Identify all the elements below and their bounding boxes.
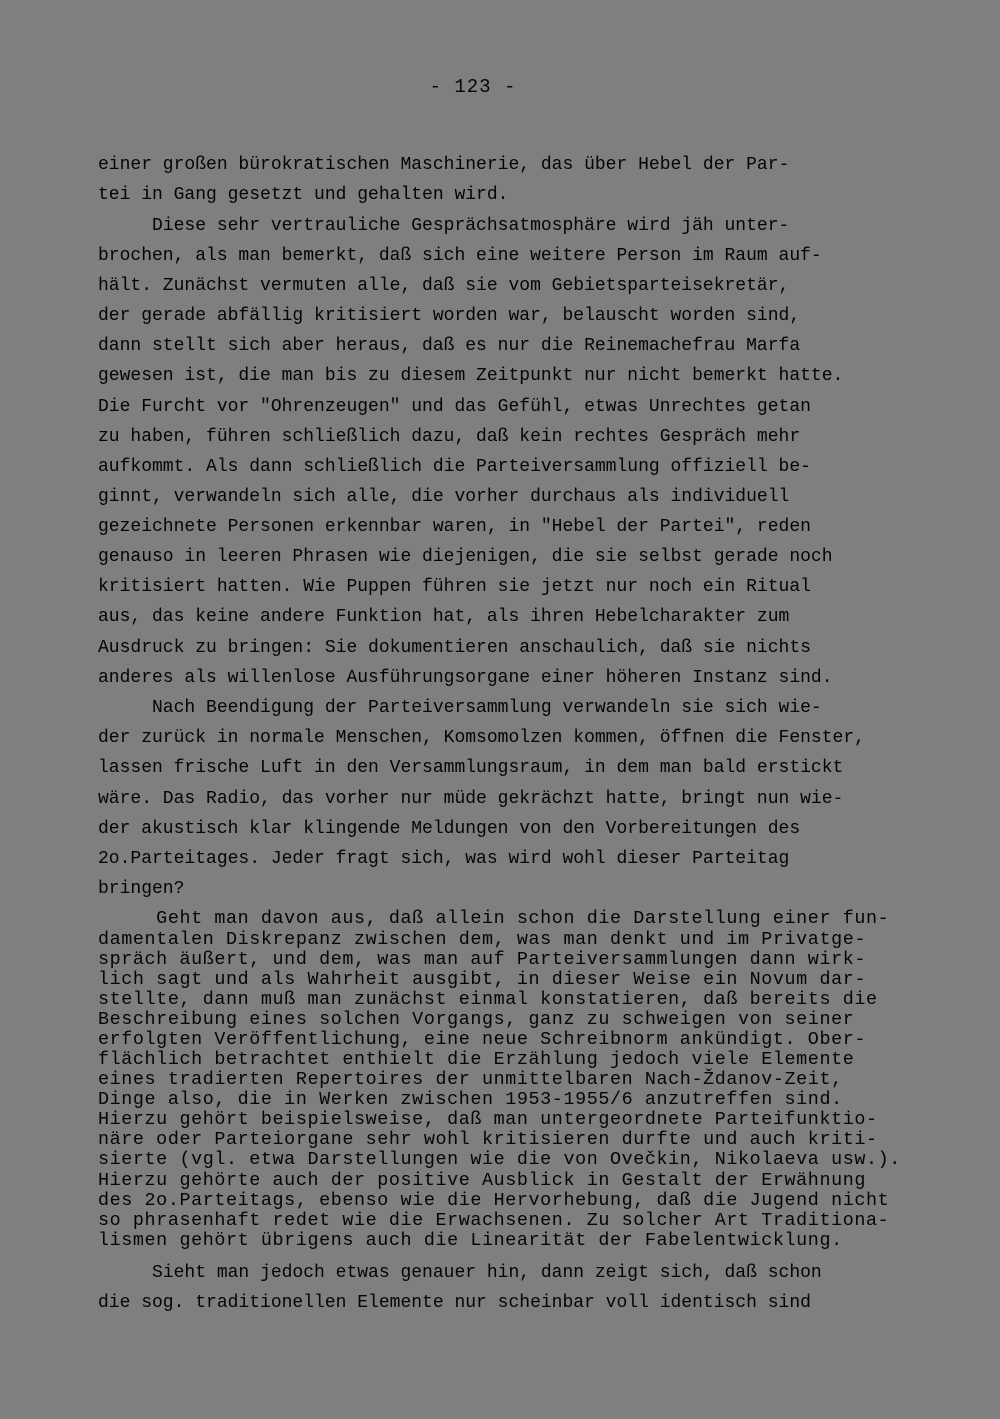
text-line: Hierzu gehörte auch der positive Ausblick in Gestalt der Erwähnung [98, 1170, 866, 1191]
text-line: aus, das keine andere Funktion hat, als ihren Hebelcharakter zum [98, 607, 790, 627]
text-line: Sieht man jedoch etwas genauer hin, dann zeigt sich, daß schon [98, 1263, 822, 1283]
text-line: die sog. traditionellen Elemente nur scheinbar voll identisch sind [98, 1293, 811, 1313]
page-number: - 123 - [429, 76, 517, 98]
text-line: anderes als willenlose Ausführungsorgane einer höheren Instanz sind. [98, 668, 833, 688]
text-line: ginnt, verwandeln sich alle, die vorher durchaus als individuell [98, 487, 790, 507]
text-line: hält. Zunächst vermuten alle, daß sie vom Gebietsparteisekretär, [98, 276, 790, 296]
text-line: lismen gehört übrigens auch die Linearität der Fabelentwicklung. [98, 1230, 843, 1251]
text-line: der akustisch klar klingende Meldungen von den Vorbereitungen des [98, 819, 801, 839]
text-line: flächlich betrachtet enthielt die Erzählung jedoch viele Elemente [98, 1049, 855, 1070]
text-line: der zurück in normale Menschen, Komsomolzen kommen, öffnen die Fenster, [98, 728, 865, 748]
text-line: 2o.Parteitages. Jeder fragt sich, was wird wohl dieser Parteitag [98, 849, 790, 869]
text-line: stellte, dann muß man zunächst einmal konstatieren, daß bereits die [98, 989, 878, 1010]
text-line: aufkommt. Als dann schließlich die Parteiversammlung offiziell be- [98, 457, 811, 477]
text-line: Dinge also, die in Werken zwischen 1953-1955/6 anzutreffen sind. [98, 1089, 843, 1110]
text-line: Hierzu gehört beispielsweise, daß man untergeordnete Parteifunktio- [98, 1109, 878, 1130]
text-line: des 2o.Parteitags, ebenso wie die Hervorhebung, daß die Jugend nicht [98, 1190, 890, 1211]
text-line: genauso in leeren Phrasen wie diejenigen, die sie selbst gerade noch [98, 547, 833, 567]
text-line: so phrasenhaft redet wie die Erwachsenen. Zu solcher Art Traditiona- [98, 1210, 890, 1231]
text-line: Nach Beendigung der Parteiversammlung verwandeln sie sich wie- [98, 698, 822, 718]
text-line: der gerade abfällig kritisiert worden war, belauscht worden sind, [98, 306, 801, 326]
text-line: Diese sehr vertrauliche Gesprächsatmosphäre wird jäh unter- [98, 216, 790, 236]
text-line: wäre. Das Radio, das vorher nur müde gekrächzt hatte, bringt nun wie- [98, 789, 844, 809]
text-line: Die Furcht vor "Ohrenzeugen" und das Gefühl, etwas Unrechtes getan [98, 397, 811, 417]
text-line: dann stellt sich aber heraus, daß es nur die Reinemachefrau Marfa [98, 336, 801, 356]
text-line: Geht man davon aus, daß allein schon die Darstellung einer fun- [98, 908, 890, 929]
text-line: erfolgten Veröffentlichung, eine neue Schreibnorm ankündigt. Ober- [98, 1029, 866, 1050]
text-line: näre oder Parteiorgane sehr wohl kritisieren durfte und auch kriti- [98, 1129, 878, 1150]
text-line: brochen, als man bemerkt, daß sich eine weitere Person im Raum auf- [98, 246, 822, 266]
text-line: Beschreibung eines solchen Vorgangs, ganz zu schweigen von seiner [98, 1009, 855, 1030]
text-line: tei in Gang gesetzt und gehalten wird. [98, 185, 509, 205]
text-line: zu haben, führen schließlich dazu, daß kein rechtes Gespräch mehr [98, 427, 801, 447]
text-line: lassen frische Luft in den Versammlungsraum, in dem man bald erstickt [98, 758, 844, 778]
text-line: lich sagt und als Wahrheit ausgibt, in dieser Weise ein Novum dar- [98, 969, 866, 990]
text-line: Ausdruck zu bringen: Sie dokumentieren anschaulich, daß sie nichts [98, 638, 811, 658]
text-line: damentalen Diskrepanz zwischen dem, was man denkt und im Privatge- [98, 929, 866, 950]
text-line: bringen? [98, 879, 185, 899]
text-line: eines tradierten Repertoires der unmittelbaren Nach-Ždanov-Zeit, [98, 1069, 843, 1090]
text-line: gezeichnete Personen erkennbar waren, in "Hebel der Partei", reden [98, 517, 811, 537]
text-line: gewesen ist, die man bis zu diesem Zeitpunkt nur nicht bemerkt hatte. [98, 366, 844, 386]
text-line: sierte (vgl. etwa Darstellungen wie die von Ovečkin, Nikolaeva usw.). [98, 1149, 901, 1170]
text-line: spräch äußert, und dem, was man auf Parteiversammlungen dann wirk- [98, 949, 866, 970]
text-line: einer großen bürokratischen Maschinerie, das über Hebel der Par- [98, 155, 790, 175]
text-line: kritisiert hatten. Wie Puppen führen sie jetzt nur noch ein Ritual [98, 577, 811, 597]
